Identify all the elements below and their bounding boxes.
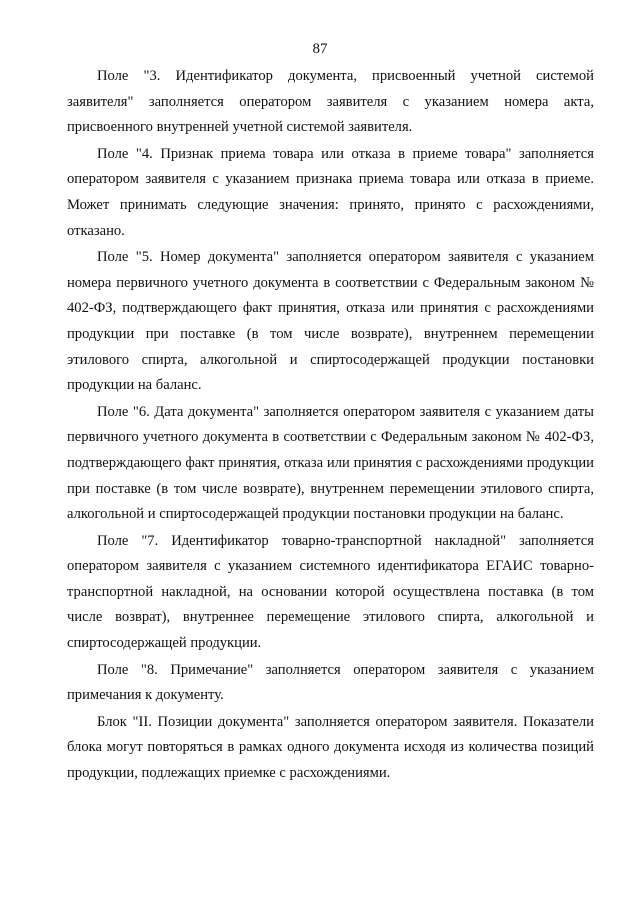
page-number: 87	[312, 41, 328, 57]
paragraph-field-4: Поле "4. Признак приема товара или отказа в приеме товара" заполняется оператором заявителя с указанием признака приема товара или отказа в приеме. Может принимать следующие значения: принято, принято с расхождениями, отказано.	[67, 145, 594, 239]
paragraph-field-7: Поле "7. Идентификатор товарно-транспортной накладной" заполняется оператором заявителя с указанием системного идентификатора ЕГАИС товарно-транспортной накладной, на основании которой осуществлена поставка (в том числе возврат), внутреннее перемещение этилового спирта, алкогольной и спиртосодержащей продукции.	[67, 532, 594, 652]
paragraph-field-8: Поле "8. Примечание" заполняется оператором заявителя с указанием примечания к документу.	[67, 661, 594, 704]
paragraph-field-3: Поле "3. Идентификатор документа, присвоенный учетной системой заявителя" заполняется оператором заявителя с указанием номера акта, присвоенного внутренней учетной системой заявителя.	[67, 68, 594, 136]
document-body	[67, 64, 594, 787]
paragraph-field-6: Поле "6. Дата документа" заполняется оператором заявителя с указанием даты первичного учетного документа в соответствии с Федеральным законом № 402-ФЗ, подтверждающего факт принятия, отказа или принятия с расхождениями продукции при поставке (в том числе возврате), внутреннем перемещении этилового спирта, алкогольной и спиртосодержащей продукции постановки продукции на баланс.	[67, 403, 594, 523]
paragraph-block-ii: Блок "II. Позиции документа" заполняется оператором заявителя. Показатели блока могут повторяться в рамках одного документа исходя из количества позиций продукции, подлежащих приемке с расхождениями.	[67, 713, 594, 782]
paragraph-field-5: Поле "5. Номер документа" заполняется оператором заявителя с указанием номера первичного учетного документа в соответствии с Федеральным законом № 402-ФЗ, подтверждающего факт принятия, отказа или принятия с расхождениями продукции при поставке (в том числе возврате), внутреннем перемещении этилового спирта, алкогольной и спиртосодержащей продукции постановки продукции на баланс.	[67, 249, 594, 394]
